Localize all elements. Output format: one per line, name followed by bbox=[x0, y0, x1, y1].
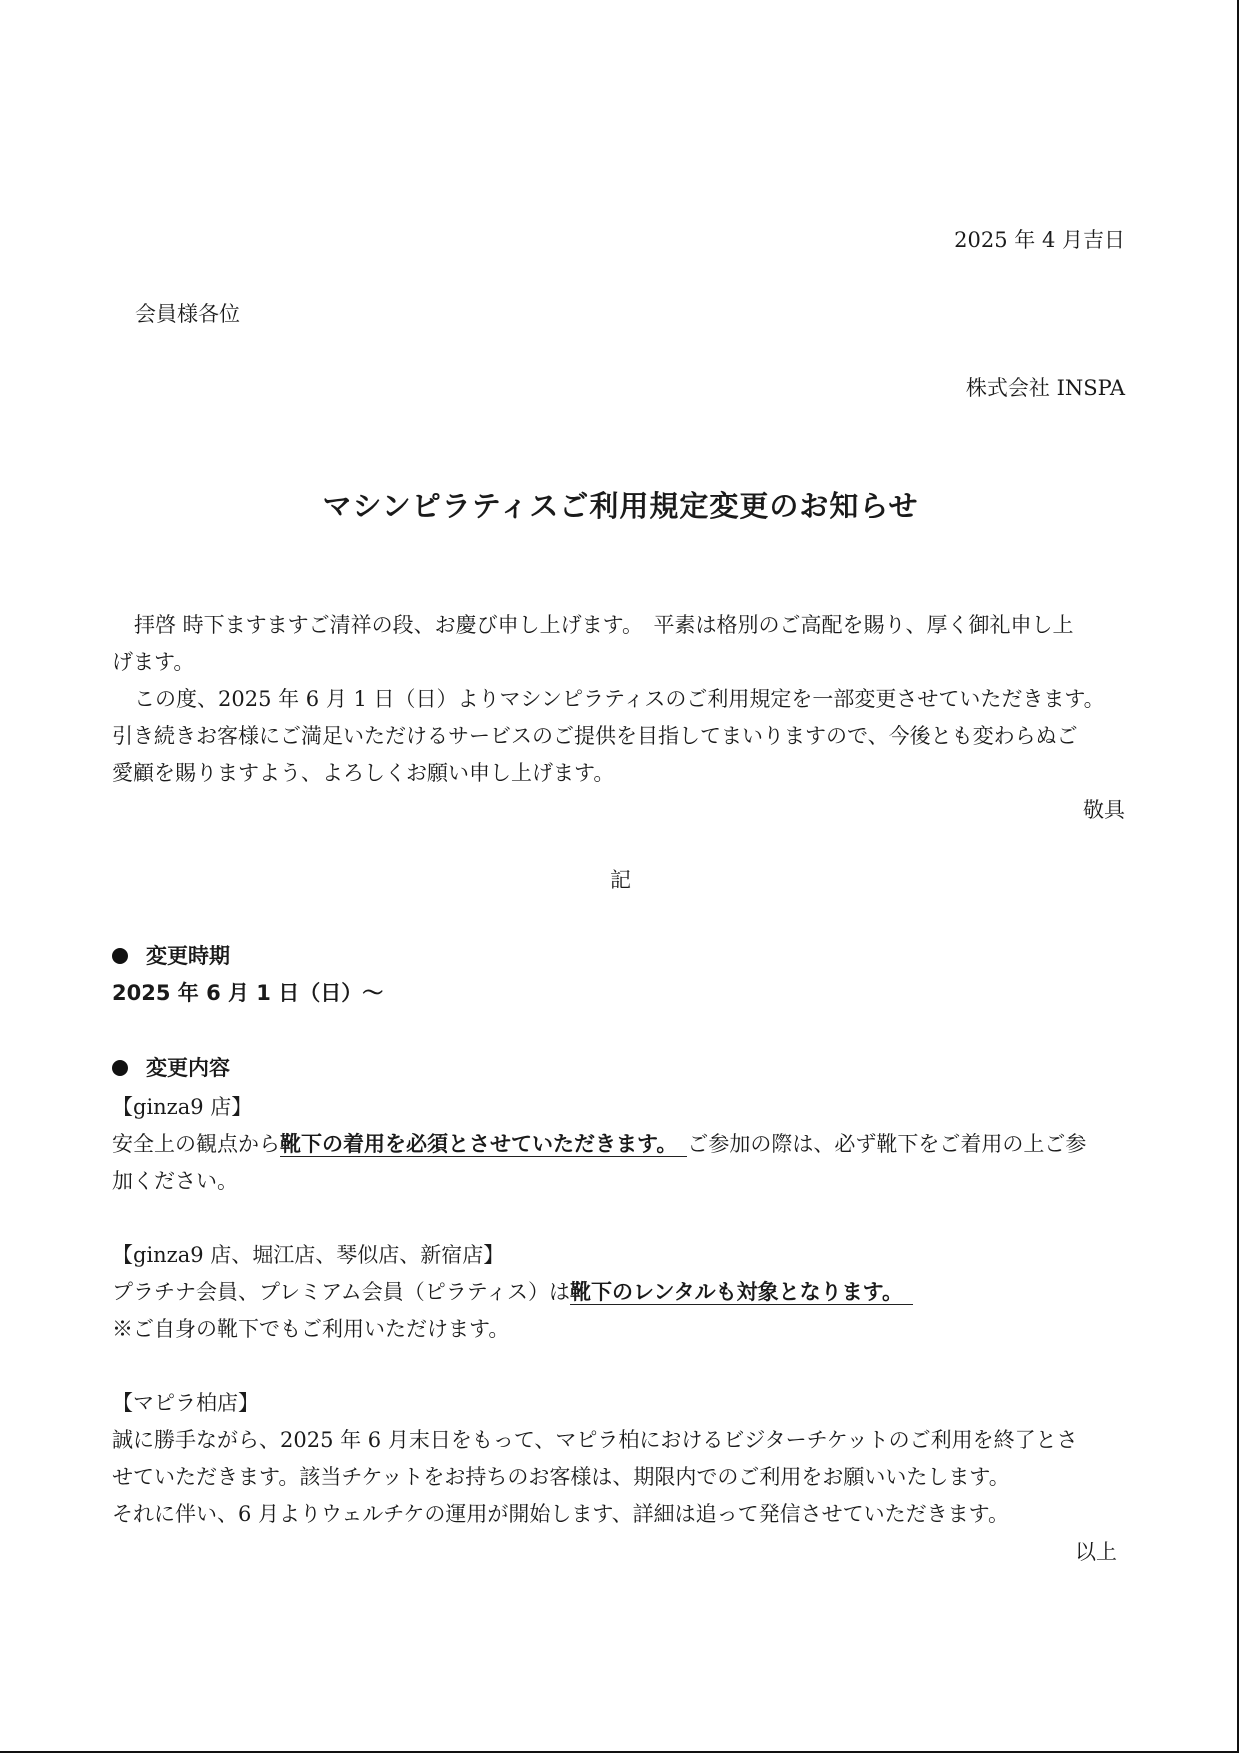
bullet-icon bbox=[112, 948, 128, 964]
greeting-line-4: 引き続きお客様にご満足いただけるサービスのご提供を目指してまいりますので、今後とも変わらぬご bbox=[112, 724, 1078, 748]
store-block-ginza9 bbox=[112, 1089, 1130, 1200]
store-kashiwa-line-2: せていただきます。該当チケットをお持ちのお客様は、期限内でのご利用をお願いいたします。 bbox=[112, 1465, 1010, 1489]
document-title: マシンピラティスご利用規定変更のお知らせ bbox=[322, 489, 919, 523]
store-block-kashiwa bbox=[112, 1385, 1130, 1533]
store-label-kashiwa: 【マピラ柏店】 bbox=[112, 1391, 259, 1415]
store-ginza9-line-1-post: ご参加の際は、必ず靴下をご着用の上ご参 bbox=[687, 1132, 1087, 1156]
store-multi-line-1-pre: プラチナ会員、プレミアム会員（ピラティス）は bbox=[112, 1280, 571, 1304]
store-kashiwa-line-3: それに伴い、6 月よりウェルチケの運用が開始します、詳細は追って発信させていただきます。 bbox=[112, 1502, 1009, 1526]
greeting-line-5: 愛顧を賜りますよう、よろしくお願い申し上げます。 bbox=[112, 761, 615, 785]
store-block-multi bbox=[112, 1237, 1130, 1348]
store-ginza9-line-2: 加ください。 bbox=[112, 1169, 238, 1193]
bullet-icon bbox=[112, 1060, 128, 1076]
store-kashiwa-line-1: 誠に勝手ながら、2025 年 6 月末日をもって、マピラ柏におけるビジターチケットのご利用を終了とさ bbox=[112, 1428, 1078, 1452]
store-multi-line-1 bbox=[112, 1274, 1130, 1311]
store-label-ginza9: 【ginza9 店】 bbox=[112, 1095, 253, 1119]
socks-required-emphasis: 靴下の着用を必須とさせていただきます。 bbox=[280, 1132, 687, 1157]
greeting-block bbox=[112, 607, 1130, 792]
greeting-line-2: げます。 bbox=[112, 650, 195, 674]
ki-marker: 記 bbox=[610, 868, 631, 892]
store-multi-line-2: ※ご自身の靴下でもご利用いただけます。 bbox=[112, 1317, 510, 1341]
section-heading-content bbox=[112, 1052, 230, 1082]
section-heading-content-text: 変更内容 bbox=[146, 1056, 230, 1080]
section-heading-period bbox=[112, 940, 230, 970]
closing-keigu: 敬具 bbox=[1083, 798, 1125, 822]
closing-ijou: 以上 bbox=[1075, 1540, 1117, 1564]
section-heading-period-text: 変更時期 bbox=[146, 944, 230, 968]
issue-date: 2025 年 4 月吉日 bbox=[954, 228, 1125, 252]
greeting-line-1: 拝啓 時下ますますご清祥の段、お慶び申し上げます。 平素は格別のご高配を賜り、厚く御礼申し上 bbox=[134, 613, 1074, 637]
socks-rental-emphasis: 靴下のレンタルも対象となります。 bbox=[570, 1280, 913, 1305]
sender-company: 株式会社 INSPA bbox=[965, 376, 1125, 400]
greeting-line-3: この度、2025 年 6 月 1 日（日）よりマシンピラティスのご利用規定を一部変更させていただきます。 bbox=[134, 687, 1105, 711]
store-ginza9-line-1-pre: 安全上の観点から bbox=[112, 1132, 280, 1156]
store-ginza9-line-1 bbox=[112, 1126, 1130, 1163]
recipient: 会員様各位 bbox=[135, 302, 240, 326]
store-label-multi: 【ginza9 店、堀江店、琴似店、新宿店】 bbox=[112, 1243, 505, 1267]
change-period-value: 2025 年 6 月 1 日（日）～ bbox=[112, 981, 384, 1005]
